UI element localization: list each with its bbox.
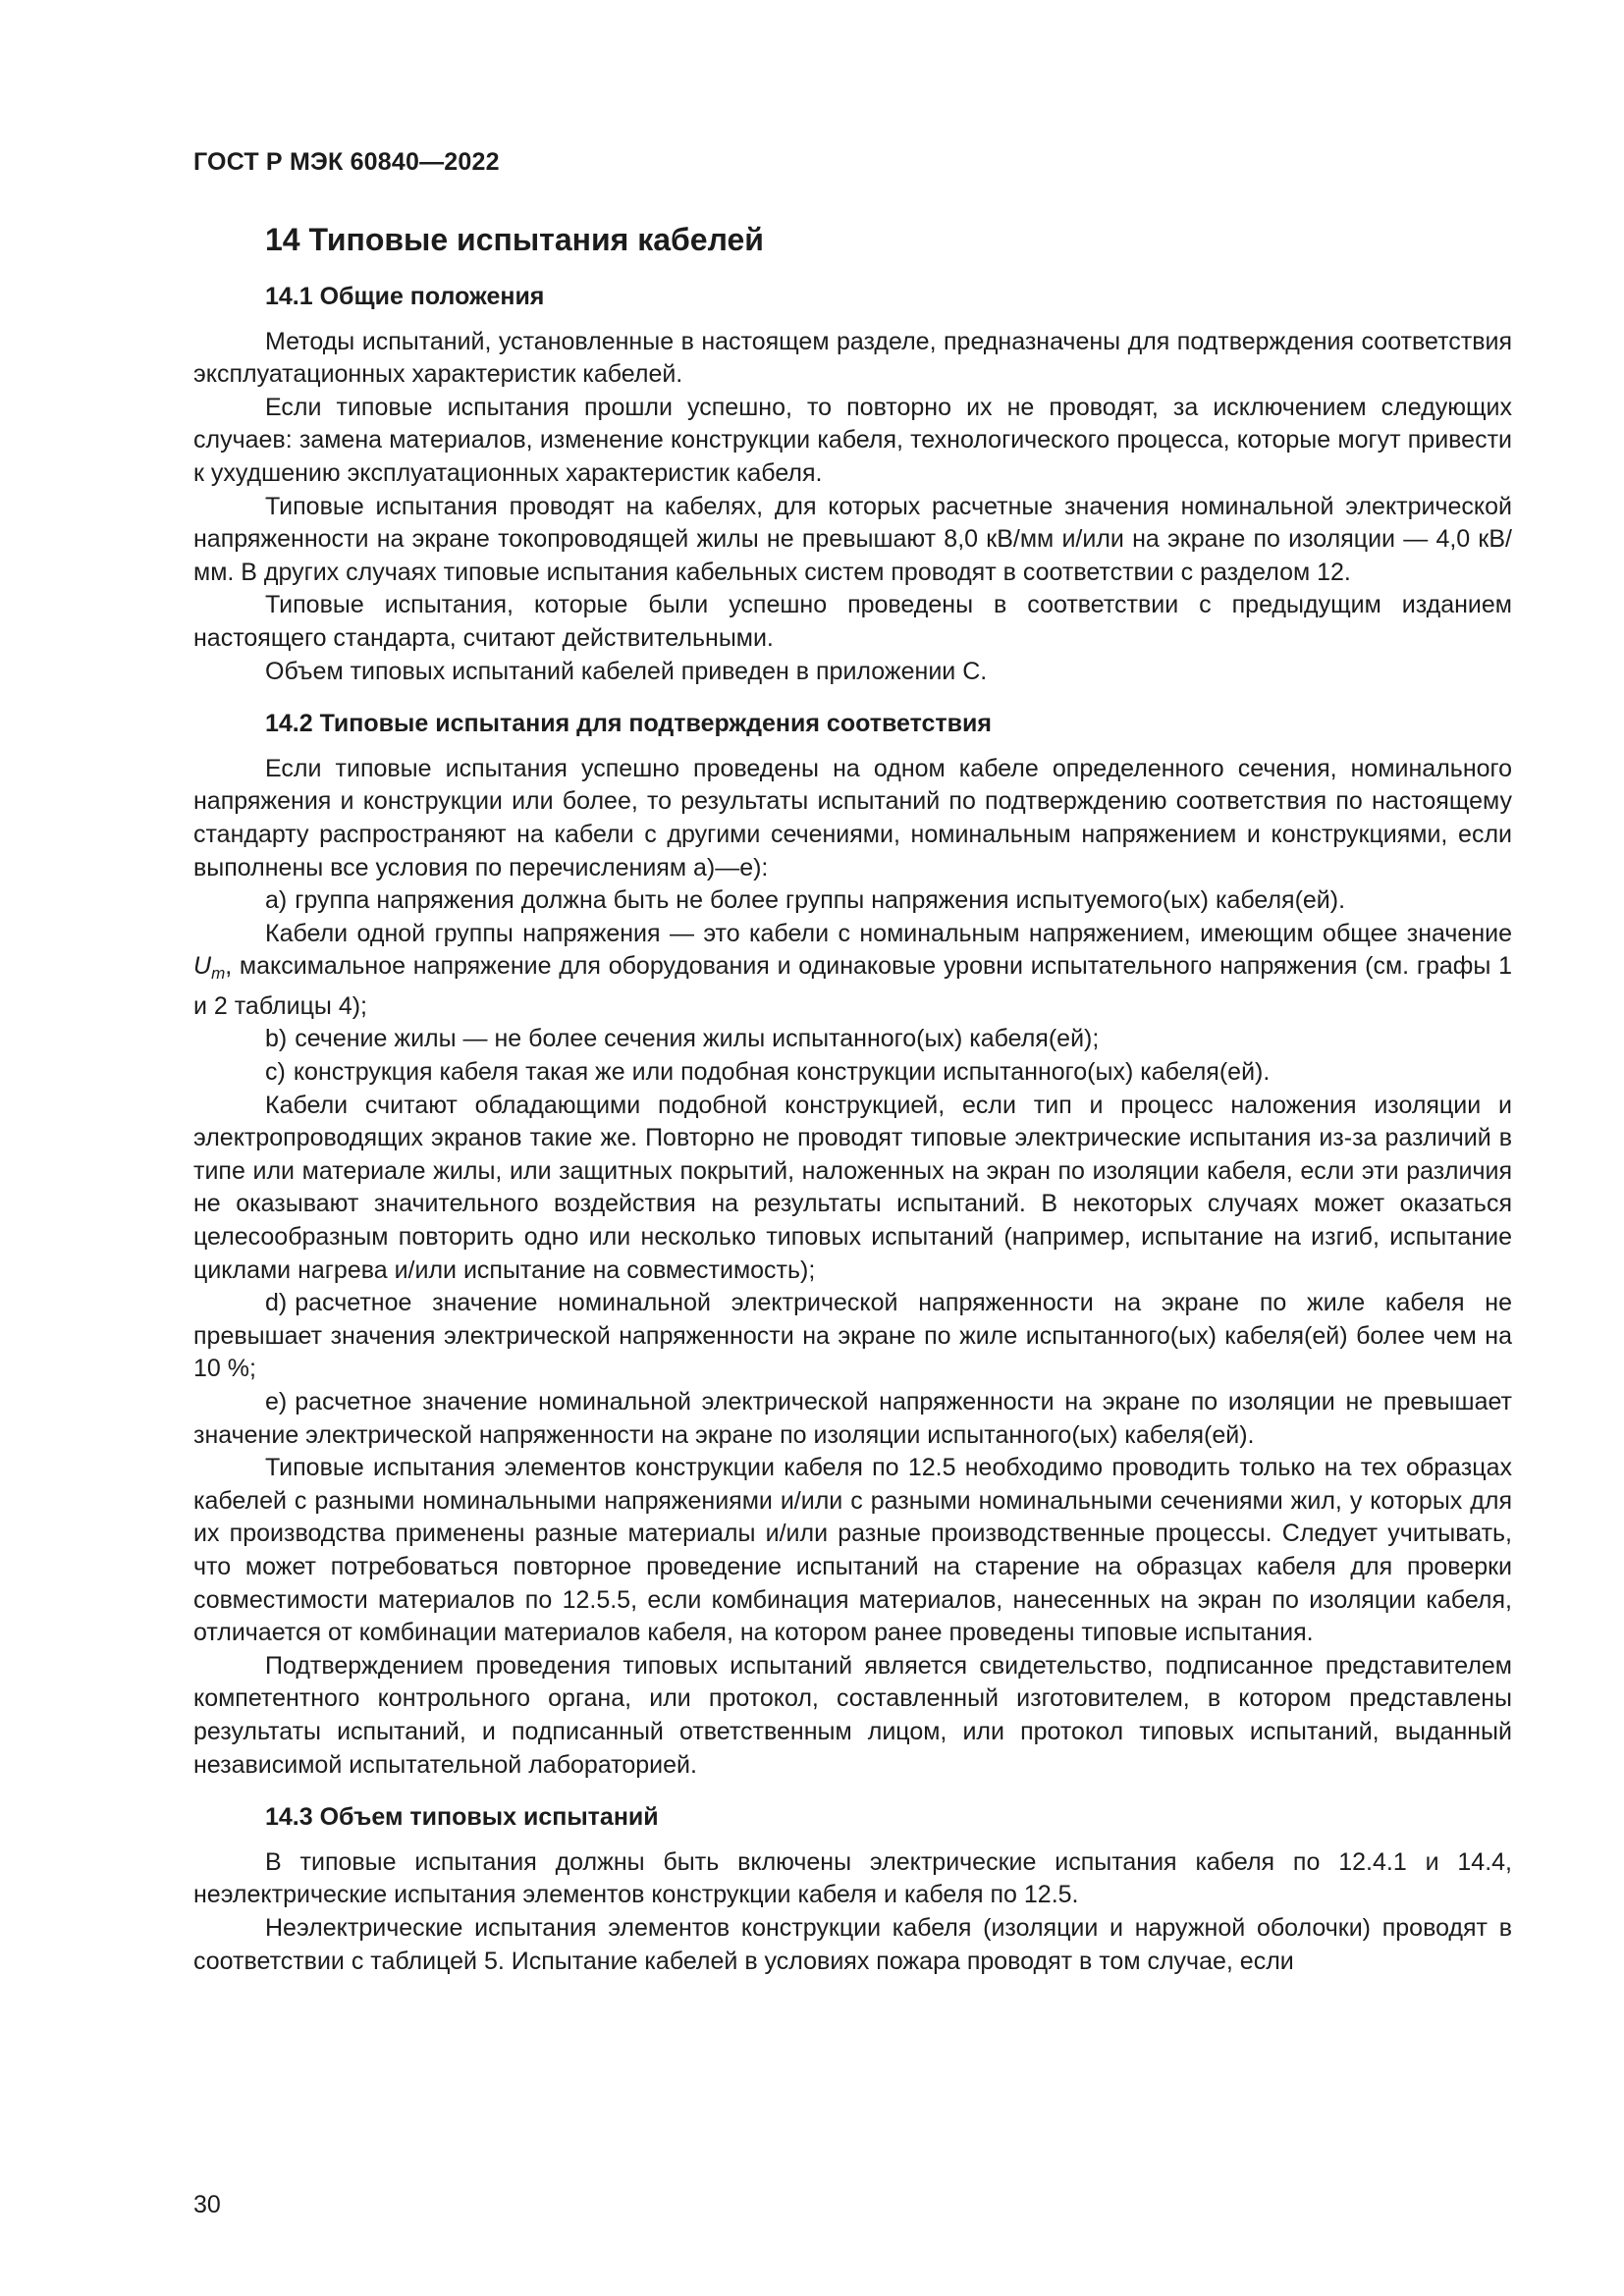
list-item-prefix: d) [265,1289,288,1317]
um-symbol [193,952,226,984]
list-item-prefix: с) [265,1058,286,1087]
list-item-b [193,1023,1512,1056]
paragraph: Если типовые испытания успешно проведены на одном кабеле определенного сечения, номинального напряжения и конструкции или более, то результаты испытаний по подтверждению соответствия по настоящему стандарту распространяют на кабели с другими сечениями, номинальным напряжением и конструкциями, если выполнены все условия по перечислениям а)—е): [193,754,1512,881]
document-code-header: ГОСТ Р МЭК 60840—2022 [193,148,500,176]
paragraph: Типовые испытания, которые были успешно проведены в соответствии с предыдущим изданием настоящего стандарта, считают действительными. [193,591,1512,652]
paragraph: Объем типовых испытаний кабелей приведен в приложении С. [265,657,988,685]
paragraph-text: , максимальное напряжение для оборудования и одинаковые уровни испытательного напряжения (см. графы 1 и 2 таблицы 4); [193,952,1512,1020]
list-item-d [193,1287,1512,1386]
paragraph [193,918,1512,1024]
paragraph-text: Кабели одной группы напряжения — это кабели с номинальным напряжением, имеющим общее значение [265,919,1512,947]
list-item-a [193,884,1512,918]
subsection-title-14-3: 14.3 Объем типовых испытаний [265,1803,659,1832]
paragraph: Типовые испытания элементов конструкции кабеля по 12.5 необходимо проводить только на тех образцах кабелей с разными номинальными напряжениями и/или с разными номинальными сечениями жил, у которых для их производства применены разные материалы и/или разные производственные процессы. Следует учитывать, что может потребоваться повторное проведение испытаний на старение на образцах кабеля для проверки совместимости материалов по 12.5.5, если комбинация материалов, нанесенных на экран по изоляции кабеля, отличается от комбинации материалов кабеля, на котором ранее проведены типовые испытания. [193,1454,1512,1647]
paragraph: В типовые испытания должны быть включены электрические испытания кабеля по 12.4.1 и 14.4, неэлектрические испытания элементов конструкции кабеля и кабеля по 12.5. [193,1847,1512,1909]
list-item-text: расчетное значение номинальной электрической напряженности на экране по изоляции не превышает значение электрической напряженности на экране по изоляции испытанного(ых) кабеля(ей). [193,1388,1512,1449]
list-item-c [193,1056,1512,1090]
page-content [193,220,1512,1978]
section-title: 14 Типовые испытания кабелей [265,222,764,257]
subsection-title-14-2: 14.2 Типовые испытания для подтверждения соответствия [265,710,992,738]
page-number: 30 [193,2191,221,2218]
paragraph: Типовые испытания проводят на кабелях, для которых расчетные значения номинальной электрической напряженности на экране токопроводящей жилы не превышают 8,0 кВ/мм и/или на экране по изоляции — 4,0 кВ/мм. В других случаях типовые испытания кабельных систем проводят в соответствии с разделом 12. [193,492,1512,586]
paragraph: Если типовые испытания прошли успешно, то повторно их не проводят, за исключением следующих случаев: замена материалов, изменение конструкции кабеля, технологического процесса, которые могут привести к ухудшению эксплуатационных характеристик кабеля. [193,393,1512,487]
paragraph: Подтверждением проведения типовых испытаний является свидетельство, подписанное представителем компетентного контрольного органа, или протокол, составленный изготовителем, в котором представлены результаты испытаний, и подписанный ответственным лицом, или протокол типовых испытаний, выданный независимой испытательной лабораторией. [193,1651,1512,1779]
list-item-prefix: е) [265,1388,288,1415]
subsection-title-14-1: 14.1 Общие положения [265,283,545,310]
paragraph: Кабели считают обладающими подобной конструкцией, если тип и процесс наложения изоляции и электропроводящих экранов такие же. Повторно не проводят типовые электрические испытания из-за различий в типе или материале жилы, или защитных покрытий, наложенных на экран по изоляции кабеля, если эти различия не оказывают значительного воздействия на результаты испытаний. В некоторых случаях может оказаться целесообразным повторить одно или несколько типовых испытаний (например, испытание на изгиб, испытание циклами нагрева и/или испытание на совместимость); [193,1091,1512,1284]
um-subscript: m [211,964,226,984]
paragraph: Методы испытаний, установленные в настоящем разделе, предназначены для подтверждения соответствия эксплуатационных характеристик кабелей. [193,327,1512,389]
list-item-prefix: b) [265,1025,288,1053]
list-item-text: конструкция кабеля такая же или подобная конструкции испытанного(ых) кабеля(ей). [293,1058,1271,1087]
list-item-text: сечение жилы — не более сечения жилы испытанного(ых) кабеля(ей); [295,1025,1100,1053]
list-item-e [193,1386,1512,1452]
um-letter: U [193,952,212,981]
list-item-prefix: а) [265,886,288,915]
list-item-text: расчетное значение номинальной электрической напряженности на экране по жиле кабеля не превышает значения электрической напряженности на экране по жиле испытанного(ых) кабеля(ей) более чем на 10 %; [193,1289,1512,1383]
paragraph: Неэлектрические испытания элементов конструкции кабеля (изоляции и наружной оболочки) проводят в соответствии с таблицей 5. Испытание кабелей в условиях пожара проводят в том случае, если [193,1913,1512,1975]
list-item-text: группа напряжения должна быть не более группы напряжения испытуемого(ых) кабеля(ей). [295,886,1346,915]
